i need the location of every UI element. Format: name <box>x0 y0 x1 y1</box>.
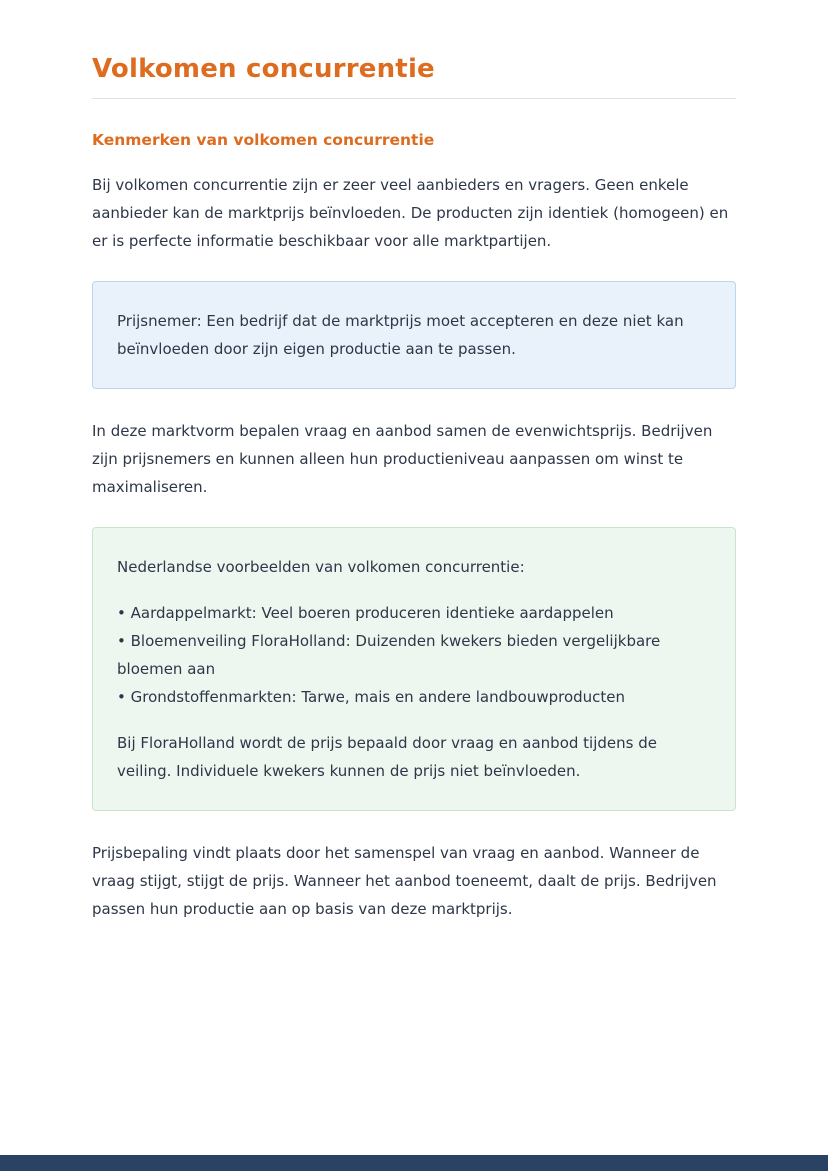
section-heading: Kenmerken van volkomen concurrentie <box>92 131 435 149</box>
title-divider <box>92 98 736 99</box>
examples-outro: Bij FloraHolland wordt de prijs bepaald door vraag en aanbod tijdens de veiling. Individuele kwekers kunnen de prijs niet beïnvloeden. <box>117 734 657 780</box>
definition-text: Prijsnemer: Een bedrijf dat de marktprijs moet accepteren en deze niet kan beïnvloeden door zijn eigen productie aan te passen. <box>117 312 684 358</box>
examples-box <box>92 527 736 811</box>
examples-list <box>117 599 711 711</box>
definition-box <box>92 281 736 389</box>
intro-paragraph: Bij volkomen concurrentie zijn er zeer veel aanbieders en vragers. Geen enkele aanbieder kan de marktprijs beïnvloeden. De producten zijn identiek (homogeen) en er is perfecte informatie beschikbaar voor alle marktpartijen. <box>92 176 729 250</box>
examples-intro: Nederlandse voorbeelden van volkomen concurrentie: <box>117 558 525 576</box>
closing-paragraph: Prijsbepaling vindt plaats door het samenspel van vraag en aanbod. Wanneer de vraag stijgt, stijgt de prijs. Wanneer het aanbod toeneemt, daalt de prijs. Bedrijven passen hun productie aan op basis van deze marktprijs. <box>92 844 717 918</box>
middle-paragraph: In deze marktvorm bepalen vraag en aanbod samen de evenwichtsprijs. Bedrijven zijn prijsnemers en kunnen alleen hun productieniveau aanpassen om winst te maximaliseren. <box>92 422 713 496</box>
list-item: • Grondstoffenmarkten: Tarwe, mais en andere landbouwproducten <box>117 688 626 706</box>
list-item: • Bloemenveiling FloraHolland: Duizenden kwekers bieden vergelijkbare bloemen aan <box>117 632 661 678</box>
page-title: Volkomen concurrentie <box>92 54 435 84</box>
footer-bar <box>0 1155 828 1171</box>
list-item: • Aardappelmarkt: Veel boeren produceren identieke aardappelen <box>117 604 614 622</box>
